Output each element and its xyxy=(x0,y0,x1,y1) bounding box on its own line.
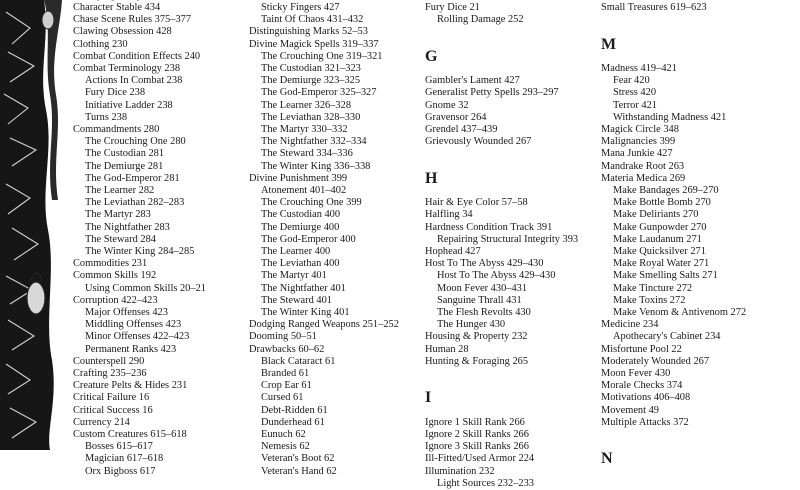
index-entry: Gnome 32 xyxy=(425,99,469,111)
section-letter: N xyxy=(601,450,613,468)
index-entry: Gambler's Lament 427 xyxy=(425,75,520,87)
index-entry: Housing & Property 232 xyxy=(425,331,528,343)
index-entry: Currency 214 xyxy=(73,416,130,428)
index-subentry: The Martyr 330–332 xyxy=(261,124,348,135)
index-subentry: Host To The Abyss 429–430 xyxy=(437,270,556,282)
index-subentry: Eunuch 62 xyxy=(261,429,306,440)
index-subentry: Make Toxins 272 xyxy=(613,294,686,306)
index-subentry: Bosses 615–617 xyxy=(85,441,153,453)
index-entry: Fury Dice 21 xyxy=(425,2,480,13)
index-subentry: The Martyr 401 xyxy=(261,270,327,282)
index-subentry: The Custodian 400 xyxy=(261,209,341,221)
index-subentry: Veteran's Boot 62 xyxy=(261,453,335,465)
index-entry: Ignore 2 Skill Ranks 266 xyxy=(425,429,529,440)
index-subentry: The God-Emperor 400 xyxy=(261,233,356,245)
index-entry: Host To The Abyss 429–430 xyxy=(425,258,544,270)
index-subentry: Actions In Combat 238 xyxy=(85,75,183,87)
index-subentry: The Steward 401 xyxy=(261,294,332,306)
index-entry: Medicine 234 xyxy=(601,319,659,331)
index-subentry: Major Offenses 423 xyxy=(85,307,168,318)
index-subentry: Branded 61 xyxy=(261,368,310,379)
index-entry: Human 28 xyxy=(425,343,469,355)
index-entry: Multiple Attacks 372 xyxy=(601,416,689,428)
index-subentry: The Hunger 430 xyxy=(437,319,506,331)
index-subentry: Crop Ear 61 xyxy=(261,380,312,392)
index-entry: Hunting & Foraging 265 xyxy=(425,355,529,367)
index-subentry: Debt-Ridden 61 xyxy=(261,404,328,416)
index-entry: Hophead 427 xyxy=(425,246,481,257)
index-subentry: Veteran's Hand 62 xyxy=(261,465,337,477)
index-subentry: The God-Emperor 281 xyxy=(85,172,180,184)
section-letter: I xyxy=(425,389,432,407)
index-subentry: Dunderhead 61 xyxy=(261,416,325,428)
index-subentry: Orx Bigboss 617 xyxy=(85,465,156,477)
index-entry: Dodging Ranged Weapons 251–252 xyxy=(249,319,399,331)
index-subentry: The Nightfather 332–334 xyxy=(261,136,367,148)
index-entry: Motivations 406–408 xyxy=(601,392,691,404)
index-subentry: The Winter King 401 xyxy=(261,307,350,318)
index-subentry: Make Tincture 272 xyxy=(613,282,693,294)
index-entry: Critical Failure 16 xyxy=(73,392,150,404)
index-entry: Counterspell 290 xyxy=(73,355,145,367)
index-entry: Creature Pelts & Hides 231 xyxy=(73,380,188,392)
index-subentry: Black Cataract 61 xyxy=(261,355,336,367)
index-subentry: The Learner 400 xyxy=(261,246,331,257)
index-subentry: The Steward 334–336 xyxy=(261,148,353,160)
index-entry: Ignore 1 Skill Rank 266 xyxy=(425,416,525,428)
index-entry: Hair & Eye Color 57–58 xyxy=(425,197,528,209)
index-entry: Ill-Fitted/Used Armor 224 xyxy=(425,453,535,465)
index-subentry: The Leviathan 282–283 xyxy=(85,197,185,209)
index-subentry: Stress 420 xyxy=(613,87,657,99)
index-subentry: Make Quicksilver 271 xyxy=(613,246,706,257)
index-subentry: Make Venom & Antivenom 272 xyxy=(613,307,747,318)
index-subentry: Make Royal Water 271 xyxy=(613,258,710,270)
index-entry: Commandments 280 xyxy=(73,124,160,135)
index-subentry: Make Laudanum 271 xyxy=(613,233,702,245)
index-subentry: Taint Of Chaos 431–432 xyxy=(261,14,364,26)
index-entry: Generalist Petty Spells 293–297 xyxy=(425,87,559,99)
index-entry: Grendel 437–439 xyxy=(425,124,498,135)
index-subentry: The Nightfather 401 xyxy=(261,282,346,294)
index-entry: Combat Terminology 238 xyxy=(73,63,181,74)
index-subentry: Light Sources 232–233 xyxy=(437,477,534,489)
index-subentry: The Martyr 283 xyxy=(85,209,151,221)
index-subentry: The Demiurge 323–325 xyxy=(261,75,361,87)
section-letter: H xyxy=(425,169,438,187)
index-subentry: Fury Dice 238 xyxy=(85,87,146,99)
index-subentry: The Winter King 284–285 xyxy=(85,246,195,257)
index-entry: Ignore 3 Skill Ranks 266 xyxy=(425,441,529,453)
index-column-2 xyxy=(249,0,409,477)
index-entry: Mana Junkie 427 xyxy=(601,148,673,160)
index-entry: Commodities 231 xyxy=(73,258,148,270)
index-subentry: The Crouching One 399 xyxy=(261,197,362,209)
index-subentry: The Crouching One 280 xyxy=(85,136,186,148)
index-entry: Crafting 235–236 xyxy=(73,368,147,379)
index-subentry: Minor Offenses 422–423 xyxy=(85,331,190,343)
index-entry: Distinguishing Marks 52–53 xyxy=(249,26,368,38)
index-subentry: Atonement 401–402 xyxy=(261,185,347,196)
index-entry: Divine Magick Spells 319–337 xyxy=(249,38,379,50)
index-subentry: The Custodian 321–323 xyxy=(261,63,361,74)
index-subentry: Terror 421 xyxy=(613,99,657,111)
index-entry: Combat Condition Effects 240 xyxy=(73,50,201,62)
index-subentry: Moon Fever 430–431 xyxy=(437,282,528,294)
index-subentry: Fear 420 xyxy=(613,75,650,87)
index-subentry: Permanent Ranks 423 xyxy=(85,343,177,355)
index-subentry: The Flesh Revolts 430 xyxy=(437,307,531,318)
index-entry: Drawbacks 60–62 xyxy=(249,343,325,355)
index-subentry: Withstanding Madness 421 xyxy=(613,111,727,123)
index-entry: Chase Scene Rules 375–377 xyxy=(73,14,192,26)
index-entry: Hardness Condition Track 391 xyxy=(425,221,553,233)
index-entry: Divine Punishment 399 xyxy=(249,172,348,184)
index-entry: Moderately Wounded 267 xyxy=(601,355,710,367)
index-subentry: Using Common Skills 20–21 xyxy=(85,282,206,294)
index-subentry: Apothecary's Cabinet 234 xyxy=(613,331,721,343)
index-subentry: The God-Emperor 325–327 xyxy=(261,87,377,99)
index-entry: Gravensor 264 xyxy=(425,111,487,123)
index-entry: Halfling 34 xyxy=(425,209,473,221)
index-subentry: Turns 238 xyxy=(85,111,128,123)
index-subentry: The Demiurge 281 xyxy=(85,160,164,172)
index-entry: Magick Circle 348 xyxy=(601,124,679,135)
index-entry: Dooming 50–51 xyxy=(249,331,317,343)
index-entry: Mandrake Root 263 xyxy=(601,160,685,172)
index-subentry: Middling Offenses 423 xyxy=(85,319,182,331)
index-subentry: Make Smelling Salts 271 xyxy=(613,270,718,282)
index-column-3 xyxy=(425,0,597,489)
index-subentry: The Custodian 281 xyxy=(85,148,165,160)
index-entry: Malignancies 399 xyxy=(601,136,676,148)
index-subentry: Initiative Ladder 238 xyxy=(85,99,173,111)
index-column-1 xyxy=(73,0,223,477)
index-subentry: Make Gunpowder 270 xyxy=(613,221,707,233)
index-subentry: Rolling Damage 252 xyxy=(437,14,524,26)
index-subentry: Sanguine Thrall 431 xyxy=(437,294,522,306)
index-entry: Small Treasures 619–623 xyxy=(601,2,707,13)
index-subentry: Nemesis 62 xyxy=(261,441,310,453)
index-entry: Custom Creatures 615–618 xyxy=(73,429,187,440)
decorative-woodcut-illustration xyxy=(0,0,70,450)
index-entry: Morale Checks 374 xyxy=(601,380,683,392)
index-entry: Grievously Wounded 267 xyxy=(425,136,532,148)
index-subentry: The Steward 284 xyxy=(85,233,156,245)
index-subentry: Make Deliriants 270 xyxy=(613,209,699,221)
index-entry: Clothing 230 xyxy=(73,38,128,50)
index-entry: Character Stable 434 xyxy=(73,2,161,13)
index-subentry: Cursed 61 xyxy=(261,392,304,404)
index-subentry: The Learner 282 xyxy=(85,185,155,196)
index-subentry: Repairing Structural Integrity 393 xyxy=(437,233,579,245)
index-entry: Madness 419–421 xyxy=(601,63,677,74)
index-entry: Illumination 232 xyxy=(425,465,495,477)
section-letter: G xyxy=(425,47,438,65)
index-subentry: The Winter King 336–338 xyxy=(261,160,371,172)
index-entry: Movement 49 xyxy=(601,404,660,416)
index-entry: Moon Fever 430 xyxy=(601,368,671,379)
index-subentry: The Leviathan 328–330 xyxy=(261,111,361,123)
index-subentry: The Leviathan 400 xyxy=(261,258,340,270)
index-column-4 xyxy=(601,0,796,468)
index-entry: Materia Medica 269 xyxy=(601,172,686,184)
index-entry: Clawing Obsession 428 xyxy=(73,26,172,38)
index-subentry: The Learner 326–328 xyxy=(261,99,352,111)
index-subentry: Sticky Fingers 427 xyxy=(261,2,340,13)
index-entry: Misfortune Pool 22 xyxy=(601,343,682,355)
index-entry: Critical Success 16 xyxy=(73,404,153,416)
index-subentry: The Demiurge 400 xyxy=(261,221,340,233)
section-letter: M xyxy=(601,35,617,53)
index-subentry: The Crouching One 319–321 xyxy=(261,50,383,62)
index-entry: Common Skills 192 xyxy=(73,270,157,282)
index-subentry: Make Bandages 269–270 xyxy=(613,185,719,196)
index-entry: Corruption 422–423 xyxy=(73,294,158,306)
index-subentry: Magician 617–618 xyxy=(85,453,164,465)
index-subentry: The Nightfather 283 xyxy=(85,221,170,233)
index-subentry: Make Bottle Bomb 270 xyxy=(613,197,711,209)
